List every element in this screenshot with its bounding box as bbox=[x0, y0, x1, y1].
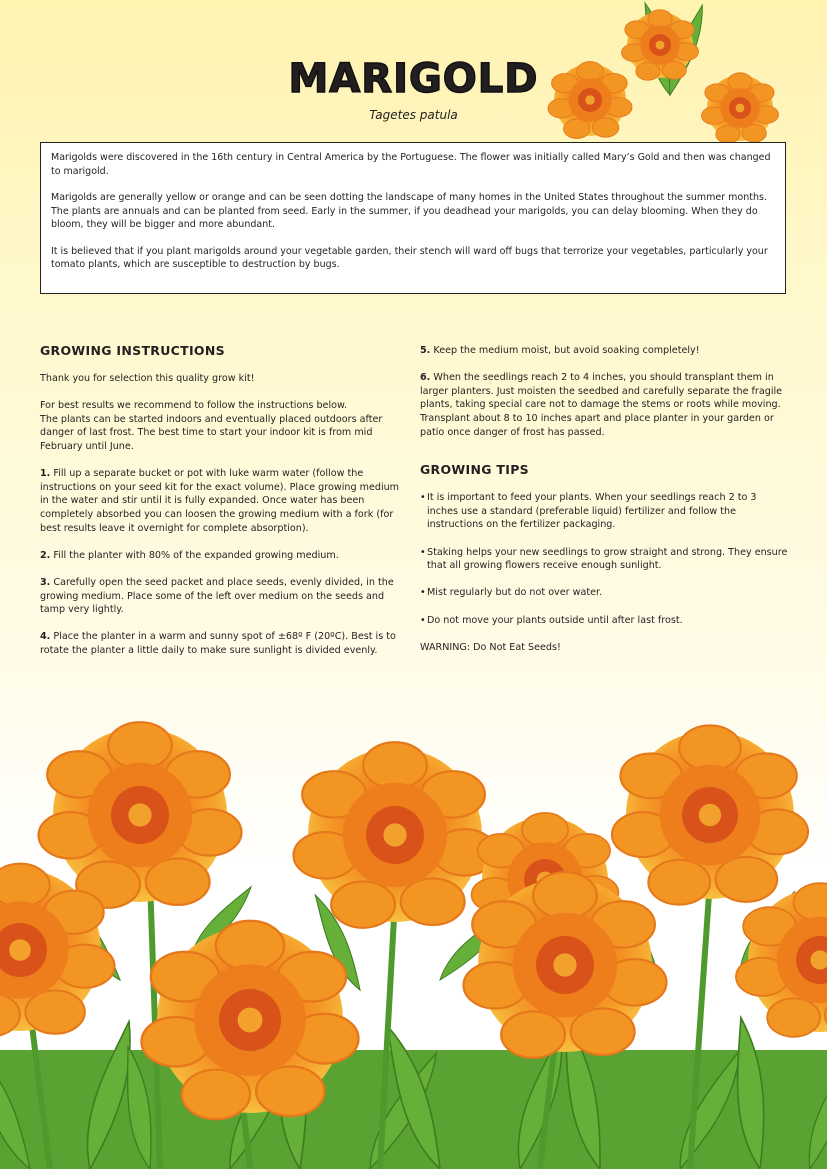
scientific-name: Tagetes patula bbox=[369, 108, 458, 122]
intro-paragraph: It is believed that if you plant marigolds around your vegetable garden, their stench will ward off bugs that terrorize your vegetables, particularly your tomato plants, which are susceptible to destruction by bugs. bbox=[51, 245, 768, 270]
tip-item: • Staking helps your new seedlings to grow straight and strong. They ensure that all growing flowers receive enough sunlight. bbox=[420, 546, 788, 572]
page-title: MARIGOLD bbox=[288, 56, 539, 102]
growing-instructions-heading: GROWING INSTRUCTIONS bbox=[40, 343, 225, 358]
thanks-text: Thank you for selection this quality grow kit! bbox=[40, 373, 255, 384]
start-time-text: The plants can be started indoors and eventually placed outdoors after danger of last frost. The best time to start your indoor kit is from mid February until June. bbox=[40, 413, 383, 452]
step: 5. Keep the medium moist, but avoid soaking completely! bbox=[420, 345, 700, 356]
bottom-flowers bbox=[0, 722, 827, 1119]
tip-item: • It is important to feed your plants. When your seedlings reach 2 to 3 inches use a standard (preferable liquid) fertilizer and follow the instructions on the fertilizer packaging. bbox=[420, 492, 757, 531]
step: 3. Carefully open the seed packet and place seeds, evenly divided, in the growing medium. Place some of the left over medium on the seeds and tamp very lightly. bbox=[40, 576, 394, 616]
step: 6. When the seedlings reach 2 to 4 inches, you should transplant them in larger planters. Just moisten the seedbed and carefully separate the fragile plants, taking special care not to damage the stems or roots while moving. Transplant about 8 to 10 inches apart and place planter in your garden or patio once danger of frost has passed. bbox=[420, 372, 783, 438]
step: 1. Fill up a separate bucket or pot with luke warm water (follow the instructions on your seed kit for the exact volume). Place growing medium in the water and stir until it is fully expanded. Once water has been completely absorbed you can loosen the growing medium with a fork (for best results leave it overnight for complete absorption). bbox=[40, 468, 400, 534]
step: 4. Place the planter in a warm and sunny spot of ±68º F (20ºC). Best is to rotate the planter a little daily to make sure sunlight is divided evenly. bbox=[40, 631, 396, 656]
intro-box bbox=[40, 142, 786, 294]
intro-paragraph: Marigolds were discovered in the 16th century in Central America by the Portuguese. The flower was initially called Mary’s Gold and then was changed to marigold. bbox=[51, 152, 771, 177]
intro-paragraph: Marigolds are generally yellow or orange and can be seen dotting the landscape of many homes in the United States throughout the summer months. The plants are annuals and can be planted from seed. Early in the summer, if you deadhead your marigolds, you can delay blooming. When they do bloom, they will be bigger and more abundant. bbox=[51, 192, 767, 230]
bottom-foliage bbox=[0, 879, 827, 1169]
step: 2. Fill the planter with 80% of the expanded growing medium. bbox=[40, 549, 339, 561]
instructions-column bbox=[40, 344, 408, 671]
growing-tips-heading: GROWING TIPS bbox=[420, 462, 529, 478]
intro-text: For best results we recommend to follow the instructions below. bbox=[40, 400, 348, 412]
tip-item: • Do not move your plants outside until after last frost. bbox=[420, 614, 683, 626]
tip-item: • Mist regularly but do not over water. bbox=[420, 587, 603, 599]
tips-column bbox=[420, 344, 790, 668]
warning-text: WARNING: Do Not Eat Seeds! bbox=[420, 641, 561, 653]
